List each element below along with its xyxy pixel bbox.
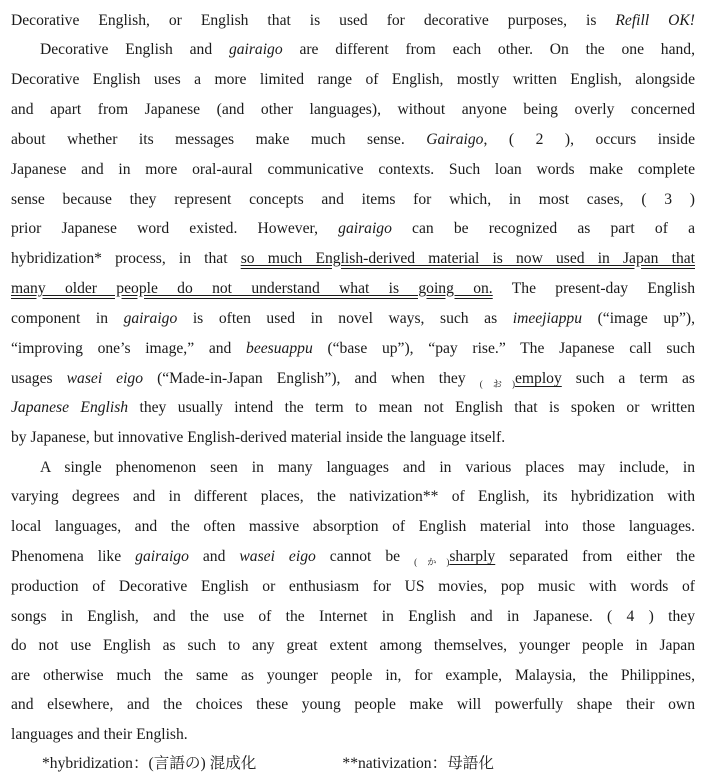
text-segment: (“Made-in-Japan English”), and when they (143, 370, 480, 387)
question-marker: (お) (479, 379, 515, 389)
text-segment: component in (11, 310, 124, 327)
text-line (11, 602, 695, 632)
question-marker: (か) (414, 557, 450, 567)
italic-term: beesuappu (246, 340, 313, 357)
footnotes (42, 749, 494, 779)
text-line (11, 304, 695, 334)
text-segment: usages (11, 370, 67, 387)
text-segment: languages and their English. (11, 726, 188, 743)
italic-term: Refill OK! (615, 12, 695, 29)
text-line (11, 720, 695, 750)
text-line (11, 661, 695, 691)
text-line (40, 35, 695, 65)
text-segment: , ( 2 ), occurs inside (483, 131, 696, 148)
italic-term: gairaigo (228, 41, 283, 58)
text-segment: The present-day English (492, 280, 695, 297)
text-segment: (“image up”), (582, 310, 695, 327)
text-segment: can be recognized as part of a (391, 220, 695, 237)
text-line (11, 512, 695, 542)
text-segment: varying degrees and in different places, the nativization** of English, its hybridization with (11, 488, 695, 505)
text-segment: is often used in novel ways, such as (177, 310, 513, 327)
text-line (11, 65, 695, 95)
text-line (11, 542, 695, 572)
text-segment: do not use English as such to any great extent among themselves, younger people in Japan (11, 637, 695, 654)
text-segment: are different from each other. On the one hand, (282, 41, 695, 58)
underlined-passage: many older people do not understand what is going on. (11, 280, 493, 297)
underlined-passage: so much English-derived material is now used in Japan that (240, 250, 695, 267)
text-line (11, 125, 695, 155)
text-segment: “improving one’s image,” and (11, 340, 247, 357)
text-segment: A single phenomenon seen in many languages and in various places may include, in (40, 459, 695, 476)
text-segment: sense because they represent concepts and items for which, in most cases, ( 3 ) (11, 191, 695, 208)
text-line (11, 334, 695, 364)
text-line (11, 482, 695, 512)
footnote-nativization: **nativization：母語化 (342, 755, 494, 772)
italic-term: wasei eigo (239, 548, 316, 565)
text-segment: separated from either the (495, 548, 695, 565)
text-segment: cannot be (315, 548, 415, 565)
text-line (11, 6, 695, 36)
italic-term: wasei eigo (66, 370, 144, 387)
text-segment: local languages, and the often massive absorption of English material into those languages. (11, 518, 695, 535)
underlined-word: employ (514, 370, 562, 387)
italic-term: imeejiappu (512, 310, 583, 327)
text-segment: and elsewhere, and the choices these young people make will powerfully shape their own (11, 696, 695, 713)
footnote-hybridization: *hybridization：(言語の) 混成化 (42, 755, 257, 772)
text-segment: such a term as (561, 370, 695, 387)
underlined-word: sharply (449, 548, 496, 565)
text-segment: and (188, 548, 240, 565)
text-segment: they usually intend the term to mean not English that is spoken or written (128, 399, 695, 416)
text-line (11, 95, 695, 125)
text-segment: Decorative English and (40, 41, 229, 58)
text-line (11, 690, 695, 720)
text-segment: Decorative English, or English that is used for decorative purposes, is (11, 12, 616, 29)
text-line (11, 185, 695, 215)
text-line (11, 572, 695, 602)
text-line (11, 423, 695, 453)
text-segment: by Japanese, but innovative English-derived material inside the language itself. (11, 429, 506, 446)
text-line (11, 274, 695, 304)
text-line (11, 214, 695, 244)
text-segment: prior Japanese word existed. However, (11, 220, 339, 237)
text-segment: Decorative English uses a more limited range of English, mostly written English, alongside (11, 71, 695, 88)
text-line (40, 453, 695, 483)
text-segment: are otherwise much the same as younger people in, for example, Malaysia, the Philippines, (11, 667, 695, 684)
italic-term: Japanese English (11, 399, 129, 416)
text-segment: about whether its messages make much sense. (11, 131, 427, 148)
text-segment: songs in English, and the use of the Internet in English and in Japanese. ( 4 ) they (11, 608, 695, 625)
text-line (11, 155, 695, 185)
text-line (11, 393, 695, 423)
text-segment: Phenomena like (11, 548, 136, 565)
text-line (11, 244, 695, 274)
text-line (11, 364, 695, 394)
italic-term: Gairaigo (426, 131, 484, 148)
italic-term: gairaigo (123, 310, 178, 327)
italic-term: gairaigo (135, 548, 189, 565)
text-segment: hybridization* process, in that (11, 250, 241, 267)
text-segment: Japanese and in more oral-aural communicative contexts. Such loan words make complete (11, 161, 695, 178)
text-segment: and apart from Japanese (and other languages), without anyone being overly concerned (11, 101, 695, 118)
text-segment: production of Decorative English or enthusiasm for US movies, pop music with words of (11, 578, 695, 595)
text-line (11, 631, 695, 661)
italic-term: gairaigo (338, 220, 392, 237)
text-segment: (“base up”), “pay rise.” The Japanese call such (312, 340, 696, 357)
